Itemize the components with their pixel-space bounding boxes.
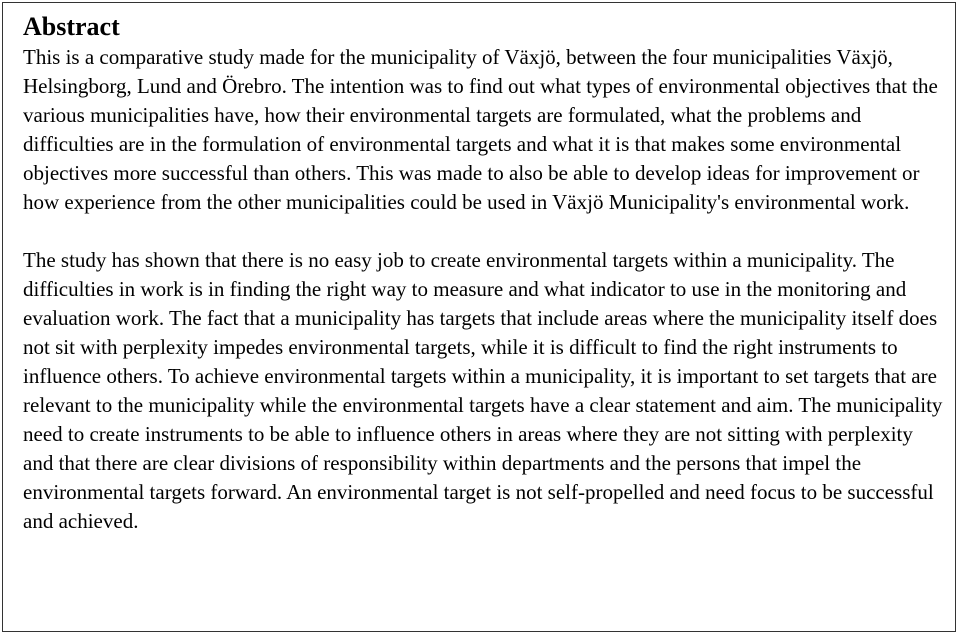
abstract-paragraph-2: The study has shown that there is no easy job to create environmental targets within a municipality. The difficulties in work is in finding the right way to measure and what indicator to use in the monitoring and evaluation work. The fact that a municipality has targets that include areas where the municipality itself does not sit with perplexity impedes environmental targets, while it is difficult to find the right instruments to influence others. To achieve environmental targets within a municipality, it is important to set targets that are relevant to the municipality while the environmental targets have a clear statement and aim. The municipality need to create instruments to be able to influence others in areas where they are not sitting with perplexity and that there are clear divisions of responsibility within departments and the persons that impel the environmental targets forward. An environmental target is not self-propelled and need focus to be successful and achieved. xyxy=(23,248,943,533)
abstract-box xyxy=(2,2,956,632)
abstract-title: Abstract xyxy=(23,12,120,41)
abstract-paragraph-1: This is a comparative study made for the municipality of Växjö, between the four municipalities Växjö, Helsingborg, Lund and Örebro. The intention was to find out what types of environmental objectives that the various municipalities have, how their environmental targets are formulated, what the problems and difficulties are in the formulation of environmental targets and what it is that makes some environmental objectives more successful than others. This was made to also be able to develop ideas for improvement or how experience from the other municipalities could be used in Växjö Municipality's environmental work. xyxy=(23,45,938,214)
